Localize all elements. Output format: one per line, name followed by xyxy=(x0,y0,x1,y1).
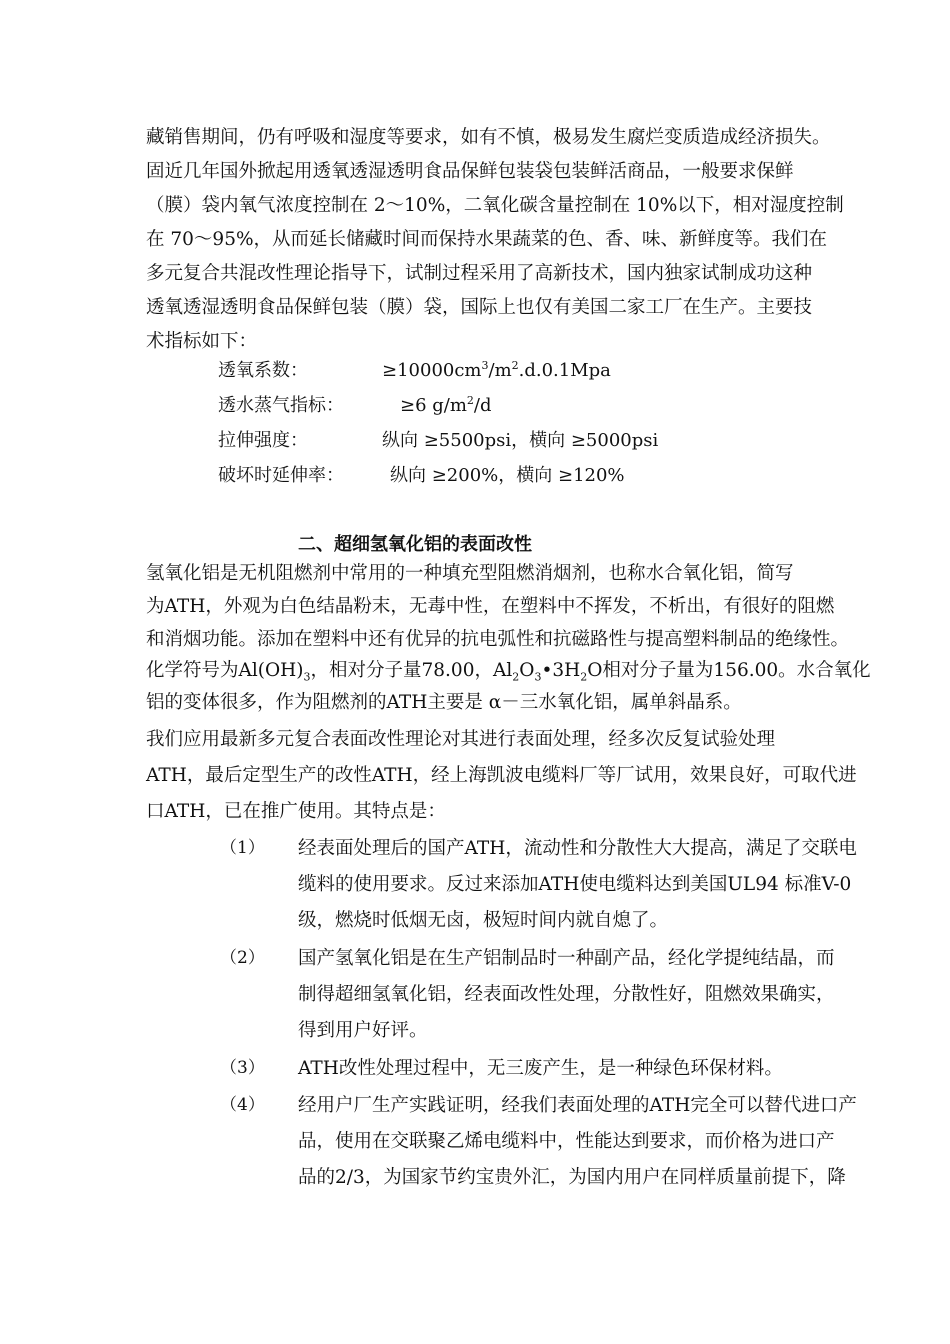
list-item-line: 品，使用在交联聚乙烯电缆料中，性能达到要求，而价格为进口产 xyxy=(298,1131,835,1152)
list-item-line: 得到用户好评。 xyxy=(298,1020,428,1041)
intro-line: （膜）袋内氧气浓度控制在 2～10%，二氧化碳含量控制在 10%以下，相对湿度控制 xyxy=(146,195,844,216)
para-line: 口ATH，已在推广使用。其特点是： xyxy=(146,801,446,822)
spec-elongation-label: 破坏时延伸率： xyxy=(218,465,344,486)
list-item-number: （2） xyxy=(220,948,265,968)
intro-line: 藏销售期间，仍有呼吸和湿度等要求，如有不慎，极易发生腐烂变质造成经济损失。 xyxy=(146,127,831,148)
list-item-line: 品的2/3，为国家节约宝贵外汇，为国内用户在同样质量前提下，降 xyxy=(298,1167,846,1188)
list-item-line: 级，燃烧时低烟无卤，极短时间内就自熄了。 xyxy=(298,910,669,931)
spec-tensile-label: 拉伸强度： xyxy=(218,430,308,451)
list-item-line: 经用户厂生产实践证明，经我们表面处理的ATH完全可以替代进口产 xyxy=(298,1095,857,1116)
spec-elongation-value: 纵向 ≥200%，横向 ≥120% xyxy=(390,465,625,486)
formula-line: 化学符号为$Al(OH)_3$，相对分子量78.00，$Al_2O_3•3H_2O$相对分子量为156.00。水合氧化 xyxy=(146,660,871,684)
section-heading: 二、超细氢氧化铝的表面改性 xyxy=(298,534,532,555)
list-item-line: 经表面处理后的国产ATH，流动性和分散性大大提高，满足了交联电 xyxy=(298,838,857,859)
para-line: 和消烟功能。添加在塑料中还有优异的抗电弧性和抗磁路性与提高塑料制品的绝缘性。 xyxy=(146,629,850,650)
spec-tensile-value: 纵向 ≥5500psi，横向 ≥5000psi xyxy=(382,430,659,451)
list-item-line: ATH改性处理过程中，无三废产生，是一种绿色环保材料。 xyxy=(298,1058,783,1079)
list-item-line: 国产氢氧化铝是在生产铝制品时一种副产品，经化学提纯结晶，而 xyxy=(298,948,835,969)
para-line: 我们应用最新多元复合表面改性理论对其进行表面处理，经多次反复试验处理 xyxy=(146,729,776,750)
spec-oxygen-label: 透氧系数： xyxy=(218,360,308,381)
list-item-number: （1） xyxy=(220,838,265,858)
spec-vapor-label: 透水蒸气指标： xyxy=(218,395,344,416)
intro-line: 透氧透湿透明食品保鲜包装（膜）袋，国际上也仅有美国二家工厂在生产。主要技 xyxy=(146,297,813,318)
intro-line: 术指标如下： xyxy=(146,331,258,352)
list-item-line: 制得超细氢氧化铝，经表面改性处理，分散性好，阻燃效果确实， xyxy=(298,984,835,1005)
list-item-number: （3） xyxy=(220,1058,265,1078)
para-line: 铝的变体很多，作为阻燃剂的ATH主要是 α－三水氧化铝，属单斜晶系。 xyxy=(146,692,742,713)
para-line: 为ATH，外观为白色结晶粉末，无毒中性，在塑料中不挥发，不析出，有很好的阻燃 xyxy=(146,596,835,617)
intro-line: 固近几年国外掀起用透氧透湿透明食品保鲜包装袋包装鲜活商品，一般要求保鲜 xyxy=(146,161,794,182)
list-item-number: （4） xyxy=(220,1095,265,1115)
intro-line: 在 70～95%，从而延长储藏时间而保持水果蔬菜的色、香、味、新鲜度等。我们在 xyxy=(146,229,828,250)
spec-vapor-value: ≥6 $g/m^2/d$ xyxy=(400,394,492,416)
para-line: 氢氧化铝是无机阻燃剂中常用的一种填充型阻燃消烟剂，也称水合氧化铝，简写 xyxy=(146,563,794,584)
intro-line: 多元复合共混改性理论指导下，试制过程采用了高新技术，国内独家试制成功这种 xyxy=(146,263,813,284)
para-line: ATH，最后定型生产的改性ATH，经上海凯波电缆料厂等厂试用，效果良好，可取代进 xyxy=(146,765,857,786)
list-item-line: 缆料的使用要求。反过来添加ATH使电缆料达到美国UL94 标准V-0 xyxy=(298,874,852,895)
spec-oxygen-value: $\ge 10000cm^3/m^2.d.0.1Mpa$ xyxy=(382,359,611,381)
